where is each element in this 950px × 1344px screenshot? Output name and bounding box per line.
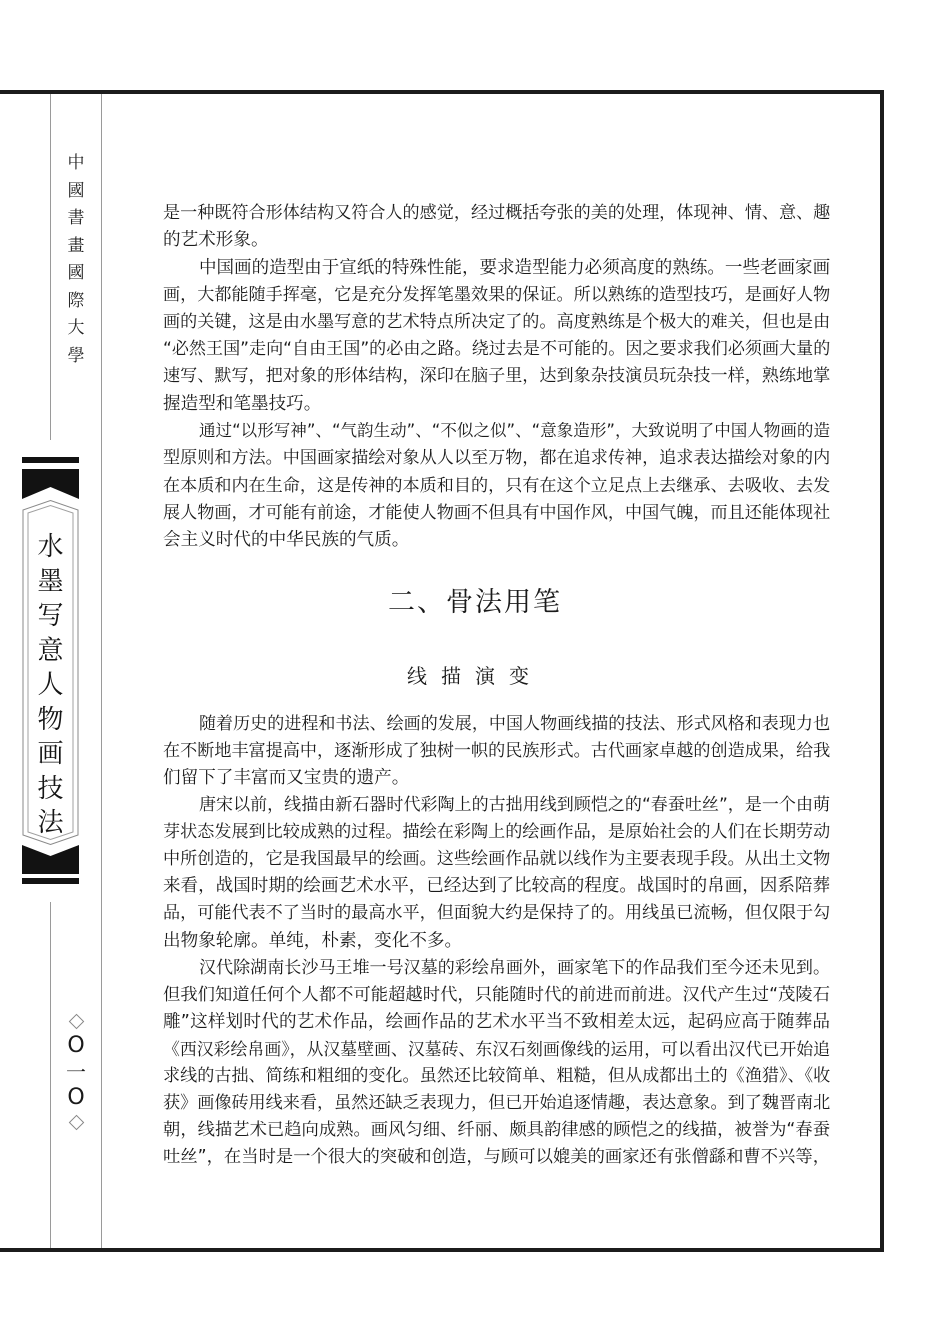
band-bar-top <box>22 457 79 463</box>
publisher-char: 書 <box>67 208 85 228</box>
text-line: 汉代除湖南长沙马王堆一号汉墓的彩绘帛画外，画家笔下的作品我们至今还未见到。 <box>199 958 830 978</box>
text-line: 求线的古拙、简练和粗细的变化。虽然还比较简单、粗糙，但从成都出土的《渔猎》、《收 <box>163 1066 831 1086</box>
title-char: 意 <box>37 635 64 666</box>
text-line: 握造型和笔墨技巧。 <box>163 394 322 414</box>
publisher-char: 畫 <box>67 235 85 256</box>
title-char: 技 <box>37 773 64 804</box>
diamond-icon <box>68 1115 84 1131</box>
diamond-icon <box>68 1014 84 1030</box>
text-line: 《西汉彩绘帛画》，从汉墓壁画、汉墓砖、东汉石刻画像线的运用，可以看出汉代已开始追 <box>163 1039 830 1059</box>
text-line: 品，可能代表不了当时的最高水平，但面貌大约是保持了的。用线虽已流畅，但仅限于勾 <box>163 903 831 923</box>
text-line: 画，大都能随手挥毫，它是充分发挥笔墨效果的保证。所以熟练的造型技巧，是画好人物 <box>163 285 831 305</box>
text-line: 芽状态发展到比较成熟的过程。描绘在彩陶上的绘画作品，是原始社会的人们在长期劳动 <box>163 822 831 842</box>
text-line: 朝，线描艺术已趋向成熟。画风匀细、纤丽、颇具韵律感的顾恺之的线描，被誉为“春蚕 <box>163 1120 830 1140</box>
title-char: 人 <box>37 670 64 700</box>
subsection-heading: 线描演变 <box>407 664 543 688</box>
chevron-down-notch-icon <box>22 845 79 874</box>
title-char: 墨 <box>37 566 64 597</box>
title-char: 水 <box>37 532 64 562</box>
text-line: “必然王国”走向“自由王国”的必由之路。绕过去是不可能的。因之要求我们必须画大量的 <box>163 339 831 359</box>
page-number-digit: O <box>67 1033 85 1058</box>
frame-top-border <box>0 90 884 94</box>
sidebar-rule-lower <box>50 902 51 1248</box>
title-char: 法 <box>37 808 64 838</box>
frame-bottom-border <box>0 1248 884 1252</box>
band-block-top <box>22 469 79 499</box>
text-line: 们留下了丰富而又宝贵的遗产。 <box>163 768 410 788</box>
text-line: 随着历史的进程和书法、绘画的发展，中国人物画线描的技法、形式风格和表现力也 <box>199 714 830 734</box>
text-line: 展人物画，才可能有前途，才能使人物画不但具有中国作风，中国气魄，而且还能体现社 <box>163 503 831 523</box>
title-char: 画 <box>37 739 64 769</box>
title-char: 物 <box>37 704 64 735</box>
text-line: 会主义时代的中华民族的气质。 <box>163 530 410 550</box>
text-line: 来看，战国时期的绘画艺术水平，已经达到了比较高的程度。战国时的帛画，因系陪葬 <box>163 876 830 896</box>
text-line: 速写、默写，把对象的形体结构，深印在脑子里，达到象杂技演员玩杂技一样，熟练地掌 <box>163 366 831 386</box>
text-line: 雕”这样划时代的艺术作品，绘画作品的艺术水平当不致相差太远，起码应高于随葬品 <box>163 1012 830 1032</box>
publisher-char: 際 <box>67 290 85 311</box>
page-number <box>60 1010 92 1134</box>
band-block-bottom <box>22 845 79 874</box>
text-line: 在本质和内在生命，这是传神的本质和目的，只有在这个立足点上去继承、去吸收、去发 <box>163 476 831 496</box>
publisher-char: 大 <box>67 318 85 338</box>
text-line: 但我们知道任何个人都不可能超越时代，只能随时代的前进而前进。汉代产生过“茂陵石 <box>163 985 830 1005</box>
text-line: 中所创造的，它是我国最早的绘画。这些绘画作品就以线作为主要表现手段。从出土文物 <box>163 849 831 869</box>
section-heading: 二、骨法用笔 <box>388 587 562 618</box>
publisher-char: 學 <box>67 345 85 366</box>
text-line: 唐宋以前，线描由新石器时代彩陶上的古拙用线到顾恺之的“春蚕吐丝”，是一个由萌 <box>199 795 830 815</box>
text-line: 型原则和方法。中国画家描绘对象从人以至万物，都在追求传神，追求表达描绘对象的内 <box>163 448 831 468</box>
text-line: 画的关键，这是由水墨写意的艺术特点所决定了的。高度熟练是个极大的难关，但也是由 <box>163 312 831 332</box>
publisher-name-vertical <box>62 150 90 370</box>
text-line: 获》画像砖用线来看，虽然还缺乏表现力，但已开始追逐情趣，表达意象。到了魏晋南北 <box>163 1093 831 1113</box>
sidebar-rule-upper <box>50 94 51 440</box>
page-number-digit: 一 <box>66 1060 86 1084</box>
title-char: 写 <box>37 601 64 631</box>
text-line: 出物象轮廓。单纯，朴素，变化不多。 <box>163 931 463 951</box>
text-line: 通过“以形写神”、“气韵生动”、“不似之似”、“意象造形”，大致说明了中国人物画的造 <box>199 421 830 440</box>
text-line: 是一种既符合形体结构又符合人的感觉，经过概括夸张的美的处理，体现神、情、意、趣 <box>163 203 831 223</box>
chevron-up-notch-icon <box>22 469 79 499</box>
publisher-char: 中 <box>67 153 85 173</box>
text-line: 吐丝”，在当时是一个很大的突破和创造，与顾可以媲美的画家还有张僧繇和曹不兴等， <box>163 1147 830 1167</box>
text-line: 中国画的造型由于宣纸的特殊性能，要求造型能力必须高度的熟练。一些老画家画 <box>199 258 831 278</box>
publisher-char: 國 <box>67 180 85 201</box>
text-line: 的艺术形象。 <box>163 230 269 250</box>
page-number-digit: O <box>67 1085 85 1110</box>
band-bar-bottom <box>22 878 79 884</box>
publisher-char: 國 <box>67 263 85 283</box>
text-line: 在不断地丰富提高中，逐渐形成了独树一帜的民族形式。古代画家卓越的创造成果，给我 <box>163 741 831 761</box>
